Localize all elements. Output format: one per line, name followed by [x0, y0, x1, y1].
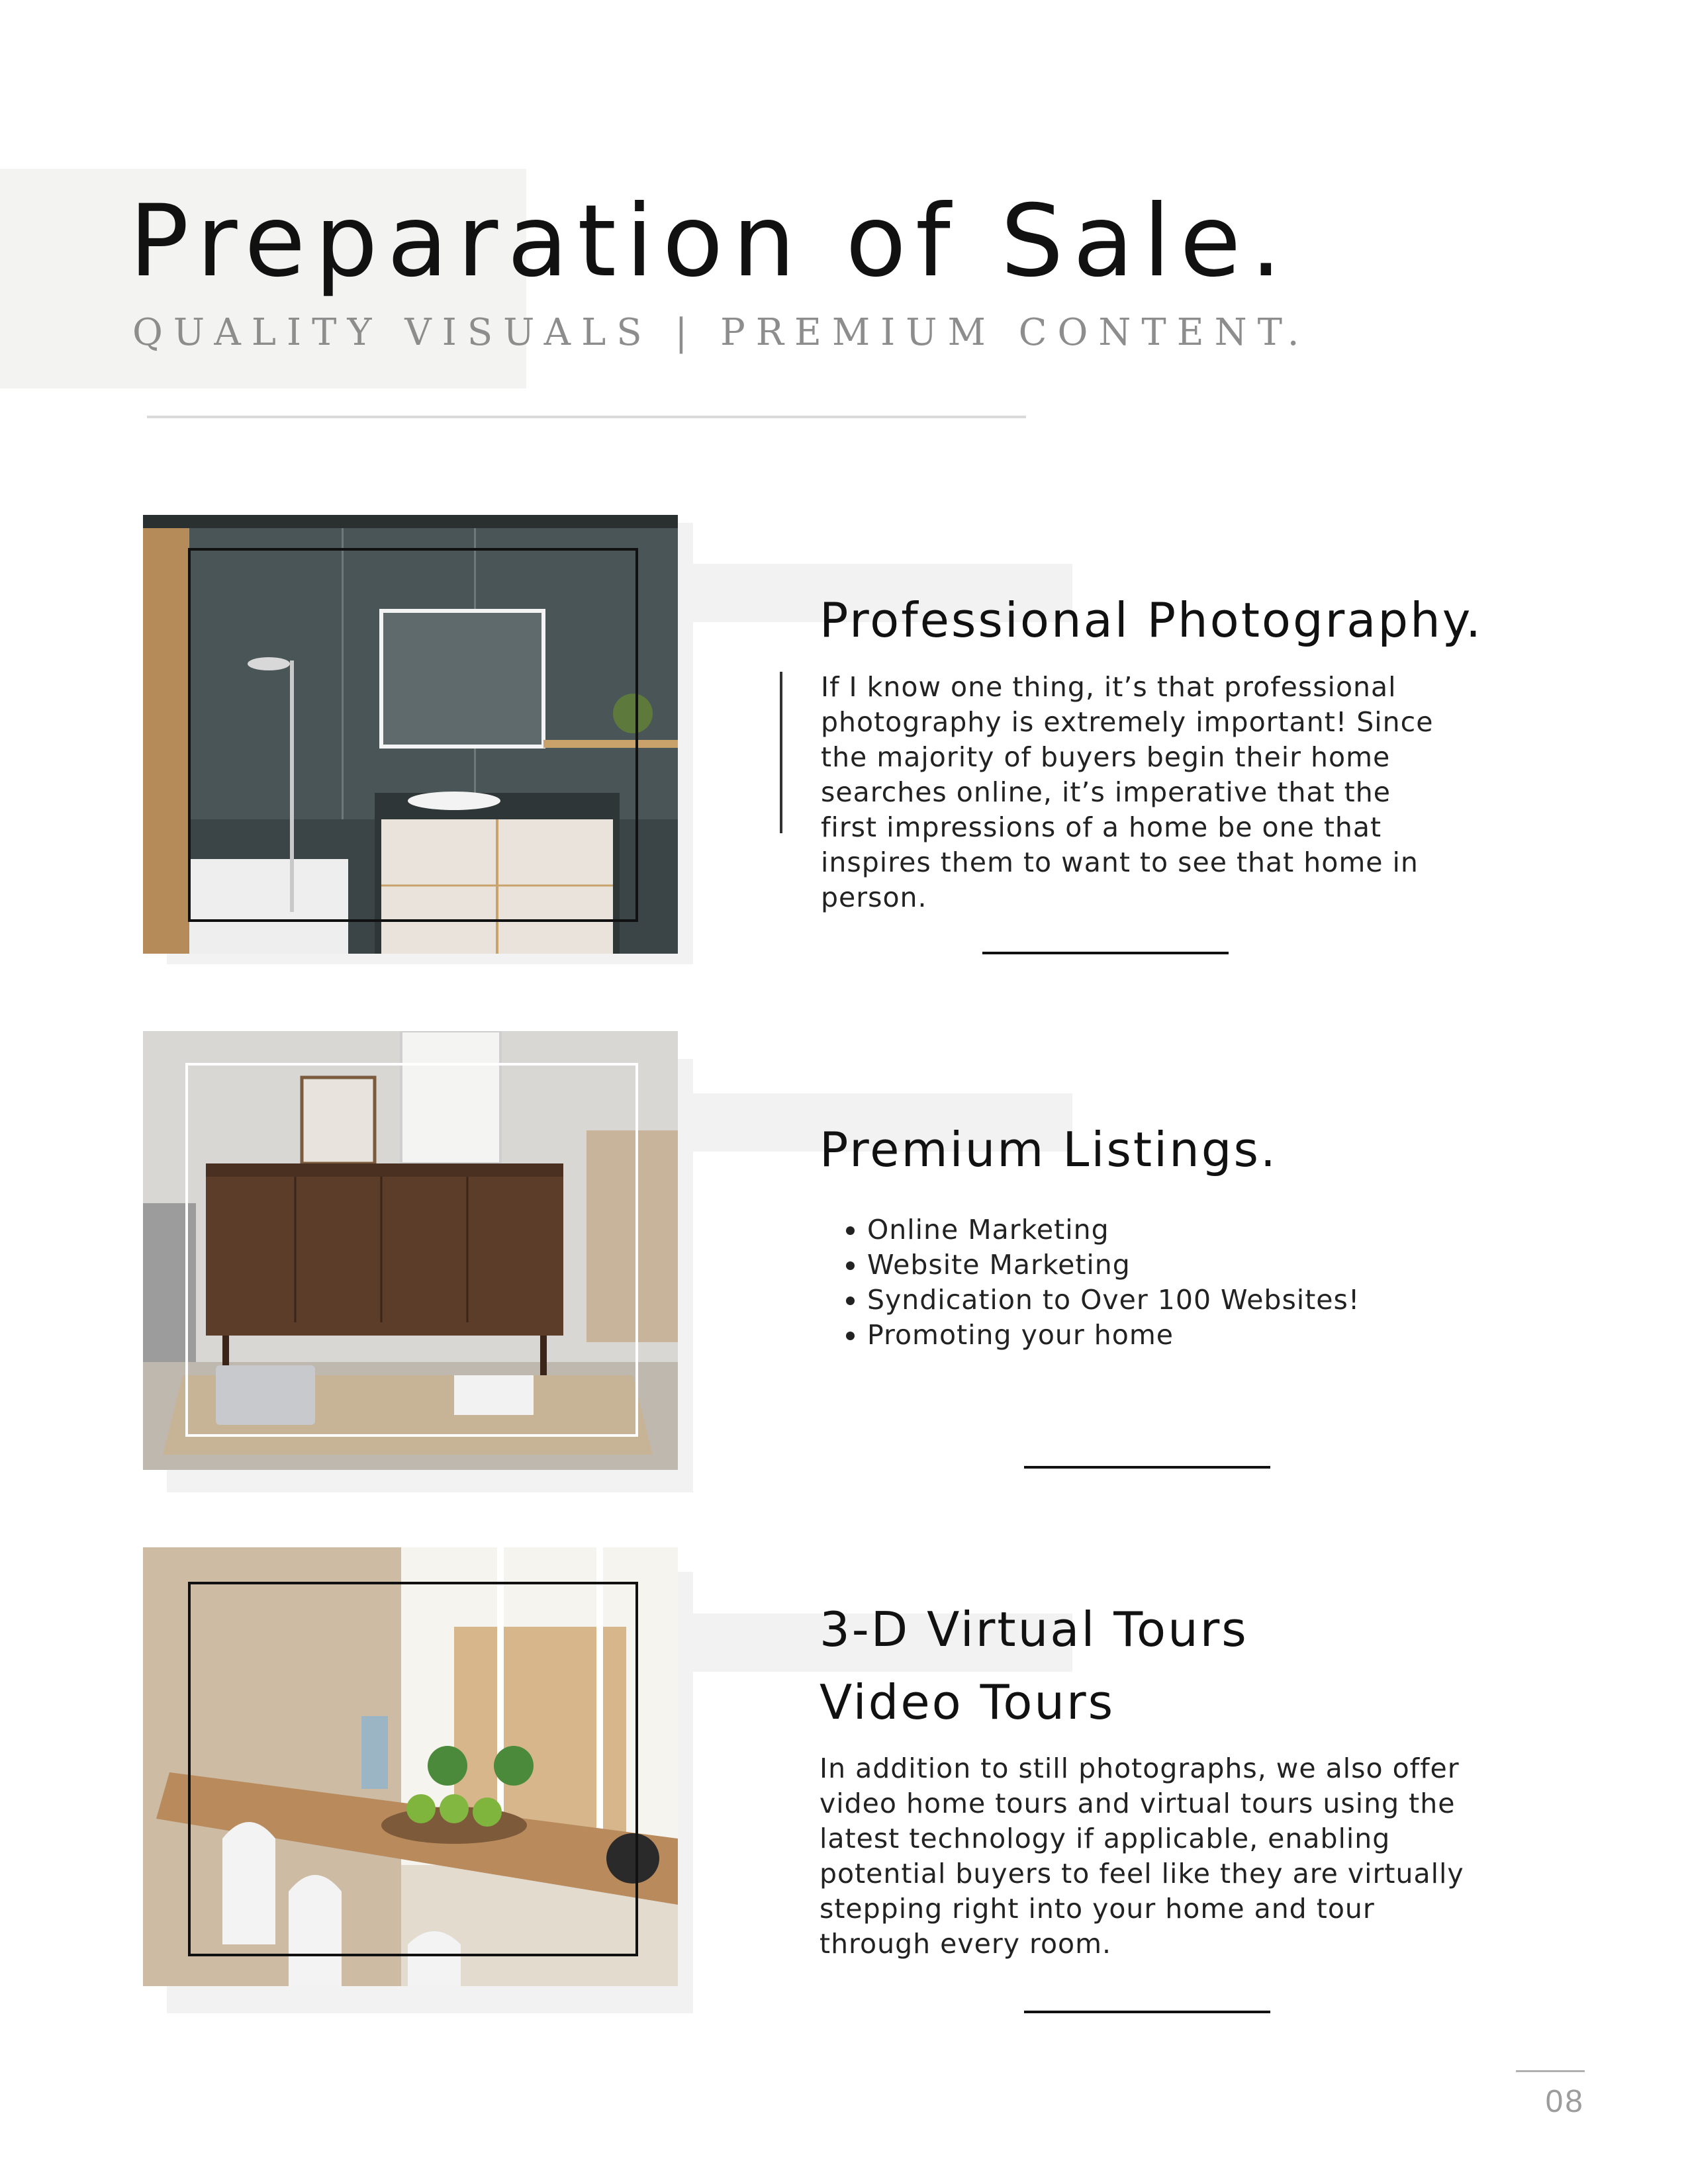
section-divider [982, 952, 1229, 954]
list-item: • Syndication to Over 100 Websites! [867, 1283, 1503, 1318]
section-body-tours: In addition to still photographs, we also offer video home tours and virtual tours using the latest technology if applicable, enabling potential buyers to feel like they are virtually stepping right into your home and tour through every room. [820, 1752, 1464, 1960]
page-number-divider [1516, 2070, 1585, 2072]
page-number: 08 [1545, 2084, 1585, 2119]
list-item: • Online Marketing [867, 1212, 1503, 1248]
section-heading-tours-line1: 3-D Virtual Tours [820, 1602, 1248, 1657]
listings-bullet-list [821, 1212, 1503, 1353]
photo-frame [188, 548, 638, 922]
section-divider [1024, 1466, 1270, 1469]
photo-frame [185, 1063, 638, 1437]
section-heading-listings: Premium Listings. [820, 1122, 1278, 1177]
page-subtitle: QUALITY VISUALS | PREMIUM CONTENT. [132, 311, 1310, 354]
list-item: • Website Marketing [867, 1248, 1503, 1283]
list-item: • Promoting your home [867, 1318, 1503, 1353]
header-divider [147, 416, 1026, 418]
page-title: Preparation of Sale. [129, 184, 1291, 299]
section-heading-tours-line2: Video Tours [820, 1674, 1115, 1730]
section-divider [1024, 2011, 1270, 2013]
section-heading-photography: Professional Photography. [820, 592, 1483, 648]
section-body-photography: If I know one thing, it’s that professional photography is extremely important! Since the majority of buyers begin their home searches online, it’s imperative that the first impressions of a home be one that inspires them to want to see that home in person. [821, 671, 1434, 913]
accent-bar [780, 672, 782, 833]
photo-frame [188, 1582, 638, 1956]
